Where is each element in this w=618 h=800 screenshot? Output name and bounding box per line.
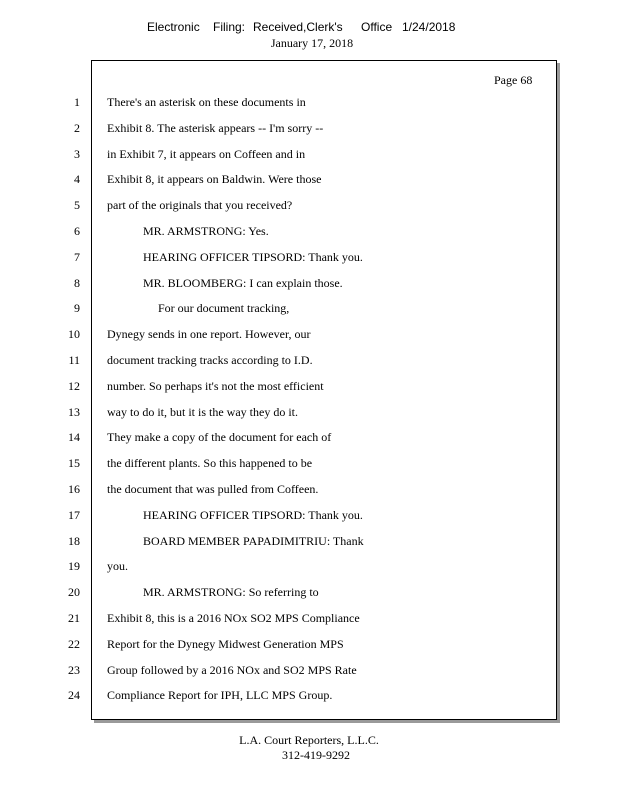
transcript-line: MR. ARMSTRONG: Yes.	[143, 224, 269, 238]
line-number: 17	[68, 508, 80, 522]
stamp-word: Electronic	[147, 20, 200, 34]
line-number: 8	[74, 276, 80, 290]
transcript-line: in Exhibit 7, it appears on Coffeen and in	[107, 147, 306, 161]
line-number: 6	[74, 224, 80, 238]
transcript-line: Exhibit 8, this is a 2016 NOx SO2 MPS Compliance	[107, 611, 360, 625]
line-number: 18	[68, 534, 80, 548]
page-number: Page 68	[494, 73, 533, 87]
transcript-line: document tracking tracks according to I.D.	[107, 353, 313, 367]
line-number: 13	[68, 405, 80, 419]
transcript-line: There's an asterisk on these documents in	[107, 95, 306, 109]
footer-phone: 312-419-9292	[282, 748, 350, 762]
transcript-line: number. So perhaps it's not the most efficient	[107, 379, 324, 393]
line-number: 5	[74, 198, 80, 212]
transcript-line: HEARING OFFICER TIPSORD: Thank you.	[143, 508, 363, 522]
transcript-line: BOARD MEMBER PAPADIMITRIU: Thank	[143, 534, 364, 548]
transcript-line: Exhibit 8. The asterisk appears -- I'm sorry --	[107, 121, 324, 135]
transcript-line: part of the originals that you received?	[107, 198, 293, 212]
line-number: 7	[74, 250, 80, 264]
transcript-line: For our document tracking,	[158, 301, 290, 315]
line-number: 16	[68, 482, 80, 496]
transcript-line: way to do it, but it is the way they do it.	[107, 405, 298, 419]
transcript-line: the document that was pulled from Coffeen.	[107, 482, 319, 496]
line-number: 19	[68, 559, 80, 573]
line-number: 1	[74, 95, 80, 109]
transcript-line: Group followed by a 2016 NOx and SO2 MPS Rate	[107, 663, 357, 677]
transcript-line: the different plants. So this happened to be	[107, 456, 313, 470]
transcript-date: January 17, 2018	[270, 36, 354, 50]
line-number: 4	[74, 172, 80, 186]
line-number: 22	[68, 637, 80, 651]
line-number: 24	[68, 688, 80, 702]
footer-company: L.A. Court Reporters, L.L.C.	[239, 733, 379, 747]
line-number: 11	[68, 353, 80, 367]
transcript-line: Compliance Report for IPH, LLC MPS Group.	[107, 688, 333, 702]
stamp-word: Received,Clerk's	[253, 20, 343, 34]
stamp-word: Filing:	[213, 20, 246, 34]
stamp-word: Office	[361, 20, 393, 34]
transcript-line: MR. ARMSTRONG: So referring to	[143, 585, 319, 599]
transcript-line: Dynegy sends in one report. However, our	[107, 327, 311, 341]
line-number: 23	[68, 663, 80, 677]
stamp-date: 1/24/2018	[402, 20, 456, 34]
line-number: 10	[68, 327, 80, 341]
transcript-line: They make a copy of the document for each of	[107, 430, 332, 444]
line-number: 9	[74, 301, 80, 315]
line-number: 2	[74, 121, 80, 135]
line-number: 20	[68, 585, 80, 599]
transcript-line: you.	[107, 559, 128, 573]
line-number: 14	[68, 430, 80, 444]
line-number: 15	[68, 456, 80, 470]
line-number: 12	[68, 379, 80, 393]
transcript-line: HEARING OFFICER TIPSORD: Thank you.	[143, 250, 363, 264]
line-number: 3	[74, 147, 80, 161]
transcript-line: Report for the Dynegy Midwest Generation MPS	[107, 637, 344, 651]
line-number: 21	[68, 611, 80, 625]
transcript-line: MR. BLOOMBERG: I can explain those.	[143, 276, 343, 290]
transcript-line: Exhibit 8, it appears on Baldwin. Were those	[107, 172, 322, 186]
